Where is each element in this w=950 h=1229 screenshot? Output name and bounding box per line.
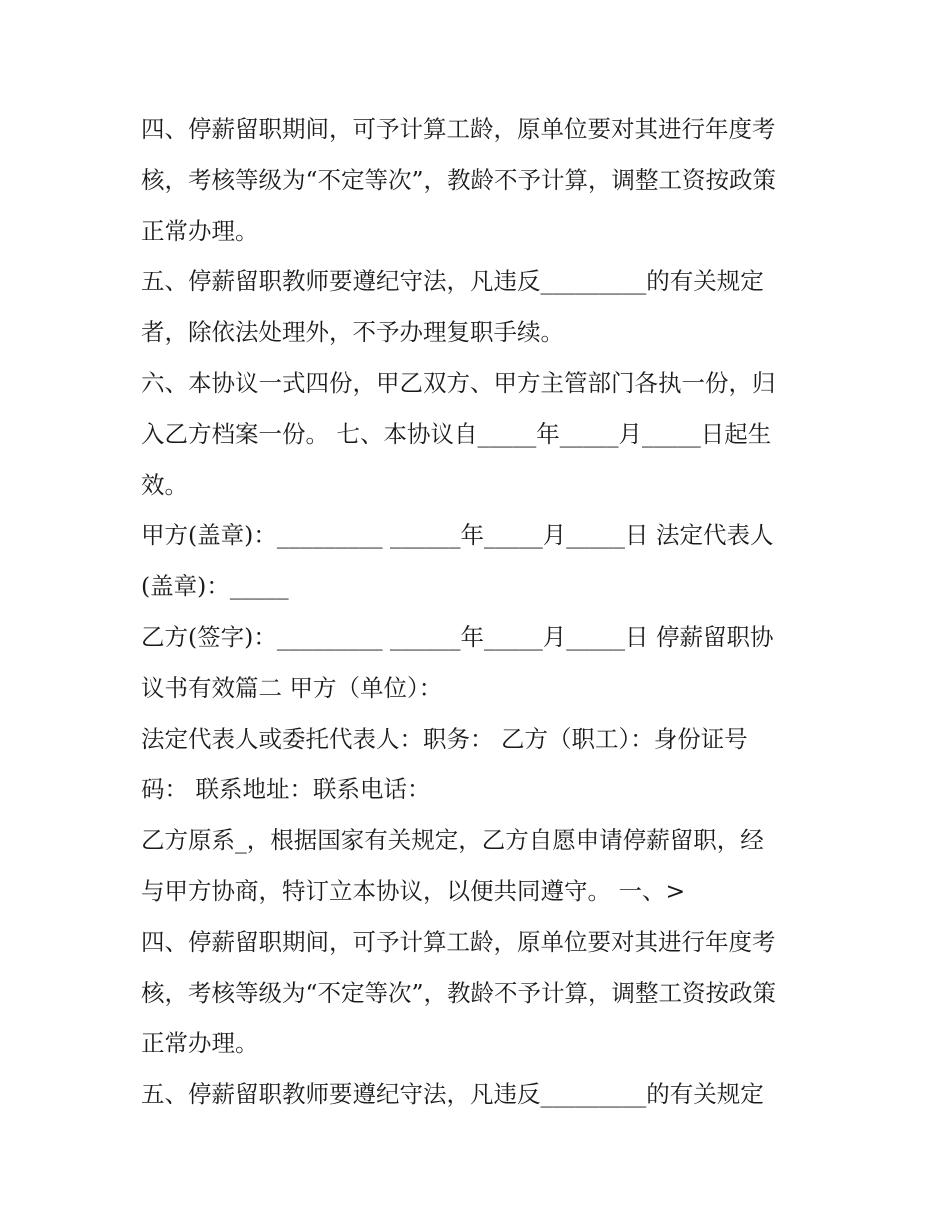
text-line: 四、停薪留职期间，可予计算工龄，原单位要对其进行年度考	[141, 927, 776, 956]
text-line: 核，考核等级为“不定等次”，教龄不予计算，调整工资按政策	[141, 165, 777, 194]
text-line: 者，除依法处理外，不予办理复职手续。	[141, 318, 564, 347]
text-line: 码： 联系地址：联系电话：	[141, 775, 431, 804]
text-line: 五、停薪留职教师要遵纪守法，凡违反_________的有关规定	[141, 1080, 764, 1109]
text-line: 核，考核等级为“不定等次”，教龄不予计算，调整工资按政策	[141, 978, 777, 1007]
text-line: (盖章)：_____	[141, 572, 289, 601]
text-line: 效。	[141, 470, 188, 499]
text-line: 甲方(盖章)：_________ ______年_____月_____日 法定代表人	[141, 521, 774, 550]
text-line: 法定代表人或委托代表人：职务： 乙方（职工）：身份证号	[141, 724, 748, 753]
text-line: 五、停薪留职教师要遵纪守法，凡违反_________的有关规定	[141, 267, 764, 296]
text-line: 议书有效篇二 甲方（单位）：	[141, 673, 443, 702]
text-line: 入乙方档案一份。 七、本协议自_____年_____月_____日起生	[141, 419, 772, 448]
document-body	[141, 104, 821, 1120]
text-line: 四、停薪留职期间，可予计算工龄，原单位要对其进行年度考	[141, 115, 776, 143]
text-line: 正常办理。	[141, 216, 259, 245]
text-line: 乙方原系_，根据国家有关规定，乙方自愿申请停薪留职，经	[141, 826, 764, 855]
text-line: 正常办理。	[141, 1029, 259, 1058]
text-line: 六、本协议一式四份，甲乙双方、甲方主管部门各执一份，归	[141, 368, 776, 397]
text-line: 乙方(签字)：_________ ______年_____月_____日 停薪留职协	[141, 622, 774, 651]
text-line: 与甲方协商，特订立本协议，以便共同遵守。 一、>	[141, 876, 686, 905]
